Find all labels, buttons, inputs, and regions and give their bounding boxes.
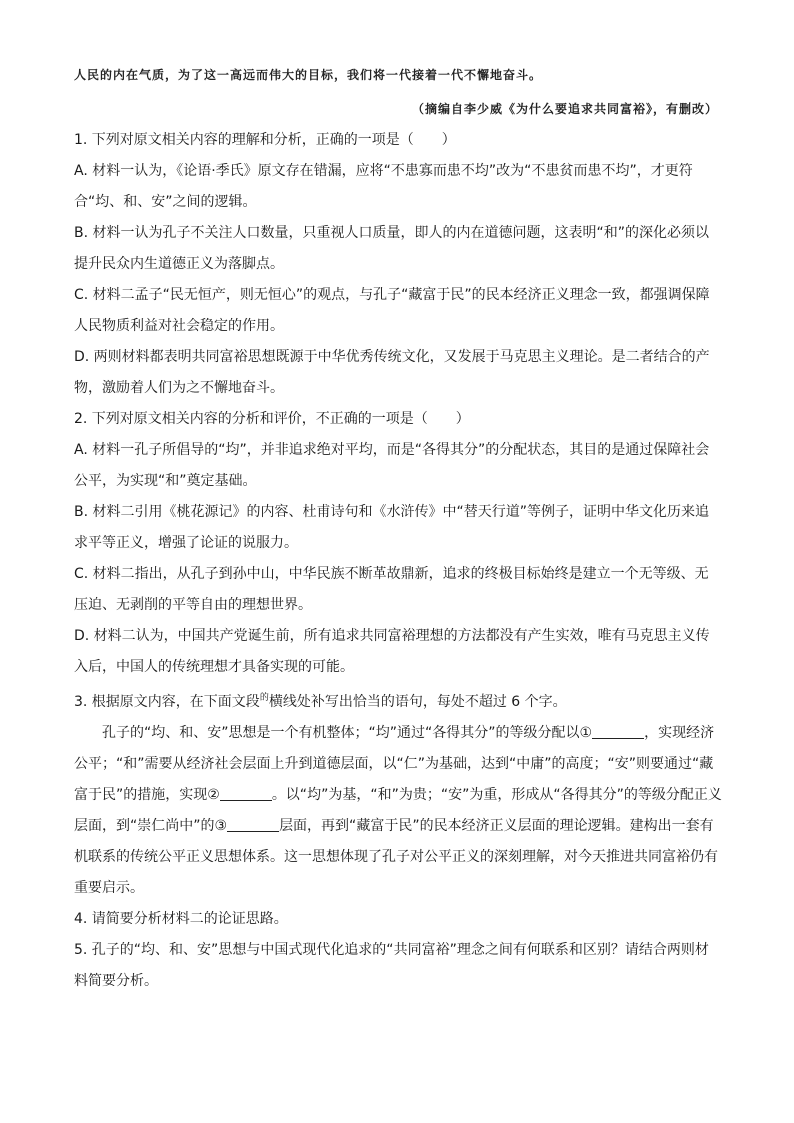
answer-blank-3[interactable] bbox=[227, 817, 279, 832]
question-3-passage bbox=[74, 718, 722, 904]
source-citation: （摘编自李少威《为什么要追求共同富裕》，有删改） bbox=[411, 102, 718, 116]
passage-segment-1: 孔子的“均、和、安”思想是一个有机整体；“均”通过“各得其分”的等级分配以① bbox=[102, 725, 593, 741]
answer-blank-1[interactable] bbox=[592, 724, 644, 739]
question-3-stem-superscript: 的 bbox=[259, 693, 269, 703]
question-3-stem bbox=[74, 683, 722, 718]
question-2-option-d: D. 材料二认为，中国共产党诞生前，所有追求共同富裕理想的方法都没有产生实效，唯有马克思主义传入后，中国人的传统理想才具备实现的可能。 bbox=[74, 628, 710, 675]
question-1-option-b: B. 材料一认为孔子不关注人口数量，只重视人口质量，即人的内在道德问题，这表明“和”的深化必须以提升民众内生道德正义为落脚点。 bbox=[74, 225, 710, 272]
passage-segment-4: 层面，再到“藏富于民”的民本经济正义层面的理论逻辑。建构出一套有机联系的传统公平正义思想体系。这一思想体现了孔子对公平正义的深刻理解，对今天推进共同富裕仍有重要启示。 bbox=[74, 818, 718, 896]
passage-closing-line: 人民的内在气质，为了这一高远而伟大的目标，我们将一代接着一代不懈地奋斗。 bbox=[74, 68, 543, 82]
passage-segment-2: ，实现经济公平；“和”需要从经济社会层面上升到道德层面，以“仁”为基础，达到“中庸”的高度；“安”则要通过“藏富于民”的措施，实现② bbox=[74, 725, 715, 803]
question-3-stem-part-a: 3. 根据原文内容，在下面文段 bbox=[74, 694, 260, 710]
question-2-option-b: B. 材料二引用《桃花源记》的内容、杜甫诗句和《水浒传》中“替天行道”等例子，证明中华文化历来追求平等正义，增强了论证的说服力。 bbox=[74, 504, 710, 551]
question-2-option-a: A. 材料一孔子所倡导的“均”，并非追求绝对平均，而是“各得其分”的分配状态，其目的是通过保障社会公平，为实现“和”奠定基础。 bbox=[74, 442, 710, 489]
question-3-stem-part-b: 横线处补写出恰当的语句，每处不超过 6 个字。 bbox=[268, 694, 567, 710]
question-1-option-c: C. 材料二孟子“民无恒产，则无恒心”的观点，与孔子“藏富于民”的民本经济正义理念一致，都强调保障人民物质利益对社会稳定的作用。 bbox=[74, 287, 710, 334]
question-1-option-d: D. 两则材料都表明共同富裕思想既源于中华优秀传统文化，又发展于马克思主义理论。是二者结合的产物，激励着人们为之不懈地奋斗。 bbox=[74, 349, 710, 396]
questions-section bbox=[74, 125, 722, 997]
question-4-stem: 4. 请简要分析材料二的论证思路。 bbox=[74, 911, 288, 927]
answer-blank-2[interactable] bbox=[220, 786, 272, 801]
question-1-stem: 1. 下列对原文相关内容的理解和分析，正确的一项是（ ） bbox=[74, 132, 456, 148]
question-5-stem: 5. 孔子的“均、和、安”思想与中国式现代化追求的“共同富裕”理念之间有何联系和区别？请结合两则材料简要分析。 bbox=[74, 942, 709, 989]
passage-segment-3: 。以“均”为基，“和”为贵；“安”为重，形成从“各得其分”的等级分配正义层面，到“崇仁尚中”的③ bbox=[74, 787, 722, 834]
question-1-option-a: A. 材料一认为，《论语·季氏》原文存在错漏，应将“不患寡而患不均”改为“不患贫而患不均”，才更符合“均、和、安”之间的逻辑。 bbox=[74, 163, 693, 210]
question-2-stem: 2. 下列对原文相关内容的分析和评价，不正确的一项是（ ） bbox=[74, 411, 470, 427]
question-2-option-c: C. 材料二指出，从孔子到孙中山，中华民族不断革故鼎新，追求的终极目标始终是建立一个无等级、无压迫、无剥削的平等自由的理想世界。 bbox=[74, 566, 709, 613]
